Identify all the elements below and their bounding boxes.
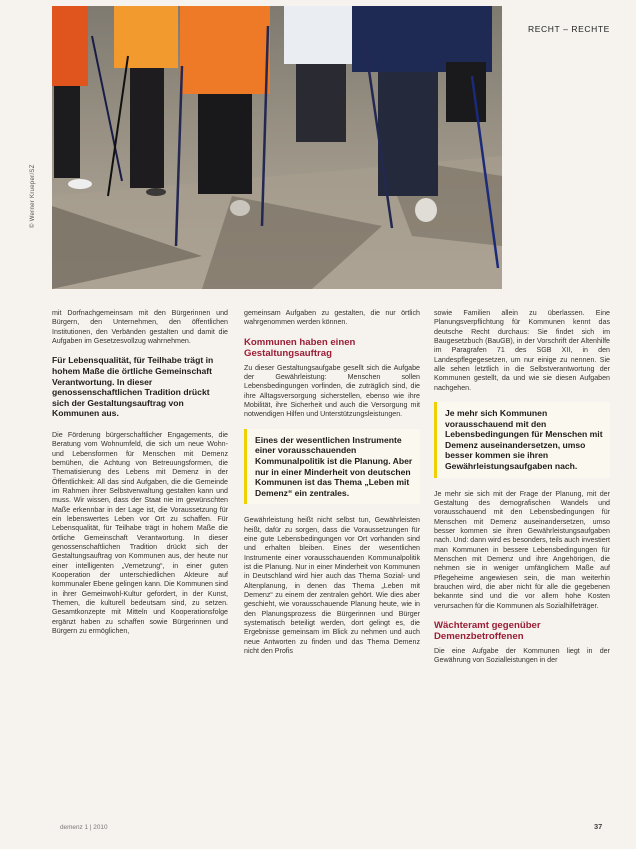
pull-quote: Je mehr sich Kommunen vorausschauend mit den Lebensbedingungen für Menschen mit Demenz auseinandersetzen, umso besser kommen sie ihren Gewährleistungsaufgaben nach. — [434, 402, 610, 478]
text-column-2 — [244, 309, 420, 658]
photo-illustration — [52, 6, 502, 289]
paragraph: Je mehr sie sich mit der Frage der Planung, mit der Gestaltung des demografischen Wandels und vorausschauend mit den Lebensbedingungen für Menschen mit Demenz auseinandersetzen, umso besser kommen sie ihren Gewährleistungsaufgaben nach. Und: dann wird es besonders, teils auch investiert man Kommunen in bessere Lebensbedingungen für Menschen mit Demenz und ihre Angehörigen, die nehmen sie in weniger umfänglichem Maße auf Pflegeheime angewiesen sein, die man weiterhin brauchen wird, die aber nicht für alle die gegebenen bekannte sind und die vor allem hohe Kosten verursachen für die Kommunen als Sozialhilfeträger. — [434, 489, 610, 610]
paragraph: Zu dieser Gestaltungsaufgabe gesellt sich die Aufgabe der Gewährleistung: Menschen sollen Lebensbedingungen vorfinden, die zuträglich sind, die ihre Alltagsversorgung sicherstellen, ebenso wie ihre Mobilität, ihre Sicherheit und auch die Versorgung mit notwendigen Hilfen und Unterstützungsleistungen. — [244, 363, 420, 419]
paragraph: Die Förderung bürgerschaftlicher Engagements, die Beratung vom Wohnumfeld, die sich um neue Wohn- und Lebensformen für Menschen mit Demenz bemühen, die Achtung von Betreuungsformen, die Thematisierung des Lebens mit Demenz in der Öffentlichkeit: All das sind Aufgaben, die die Gemeinde im Rahmen ihrer Selbstverwaltung gestalten kann und muss. Wir wissen, dass der Staat nie im gewünschten Maße erkennbar in der Lage ist, die Voraussetzung für ein lebenswertes Leben vor Ort zu schaffen. Für Lebensqualität, für Teilhabe trägt in hohem Maße die örtliche Gemeinschaft Verantwortung. In dieser genossenschaftlichen Tradition drückt sich der Gestaltungsauftrag von Kommunen aus, der heute nur einer intelligenten „Vernetzung“, in einer guten Kooperation der unterschiedlichen Akteure auf kommunaler Ebene gelingen kann. Die Kommunen sind in ihrer Gemeinwohl-Kultur gefordert, in der Kunst, Themen, die kulturell bedeutsam sind, zu setzen. Gesamtkonzepte mit Mitteln und Kooperationsfolge ergänzt haben zu schaffen sowie Bürgerinnen und Bürgern zu ermöglichen, — [52, 430, 228, 636]
paragraph: gemeinsam Aufgaben zu gestalten, die nur örtlich wahrgenommen werden können. — [244, 309, 420, 327]
paragraph: sowie Familien allein zu überlassen. Eine Planungsverpflichtung für Kommunen kennt das deutsche Recht durchaus: Sie findet sich im Baugesetzbuch (BauGB), in der Vorschrift der Altenhilfe im Paragrafen 71 des SGB XII, in den Landespflegegesetzen, um nur einige zu nennen. Sie alle sehen letztlich in die Selbstverantwortung der Kommunen gestellt, da und wie sie diesen Aufgaben nachgehen. — [434, 309, 610, 392]
nordic-walking-photo — [52, 6, 502, 289]
section-label: RECHT – RECHTE — [528, 24, 610, 34]
page-number: 37 — [594, 822, 603, 831]
footer-publication: demenz 1 | 2010 — [60, 824, 108, 831]
subheading: Kommunen haben einen Gestaltungsauftrag — [244, 336, 356, 359]
subheading: Wächteramt gegenüber Demenzbetroffenen — [434, 620, 541, 643]
photo-credit: © Werner Krueper/SZ — [30, 164, 36, 228]
text-column-1 — [52, 309, 228, 639]
pull-quote: Für Lebensqualität, für Teilhabe trägt in hohem Maße die örtliche Gemeinschaft Verantwortung. In dieser genossenschaftlichen Tradition drückt sich der Gestaltungsauftrag von Kommunen aus. — [52, 355, 214, 419]
pull-quote: Eines der wesentlichen Instrumente einer vorausschauenden Kommunalpolitik ist die Planung. Aber nur in einer Minderheit von deutschen Kommunen ist das Thema „Leben mit Demenz“ ein zentrales. — [244, 429, 420, 505]
paragraph: Die eine Aufgabe der Kommunen liegt in der Gewährung von Sozialleistungen in der — [434, 647, 610, 665]
paragraph: mit Dorfnachgemeinsam mit den Bürgerinnen und Bürgern, den Unternehmen, den öffentlichen Institutionen, den Verbänden gestalten und damit die Aufgaben im Gesetzesvollzug wahrnehmen. — [52, 309, 228, 346]
paragraph: Gewährleistung heißt nicht selbst tun, Gewährleisten heißt, dafür zu sorgen, dass die Voraussetzungen für eine gute Lebensbedingungen vor Ort vorhanden sind und erhalten bleiben. Eines der wesentlichen Instrumente einer vorausschauenden Kommunalpolitik ist die Planung. Nur in einer Minderheit von Kommunen in Deutschland wird hier auch das Thema Sozial- und Altenplanung, in denen das Thema „Leben mit Demenz“ zu einem der zentralen gehört. Wie dies aber geschieht, wie vorausschauende Planung heute, wie in den Planungsprozess die Bürgerinnen und Bürger systematisch beteiligt werden, dort gelingt es, die Ergebnisse gemeinsam im Blick zu nehmen und auch neue Antworten zu finden und das Thema Demenz nicht den Profis — [244, 516, 420, 656]
text-column-3 — [434, 309, 610, 668]
